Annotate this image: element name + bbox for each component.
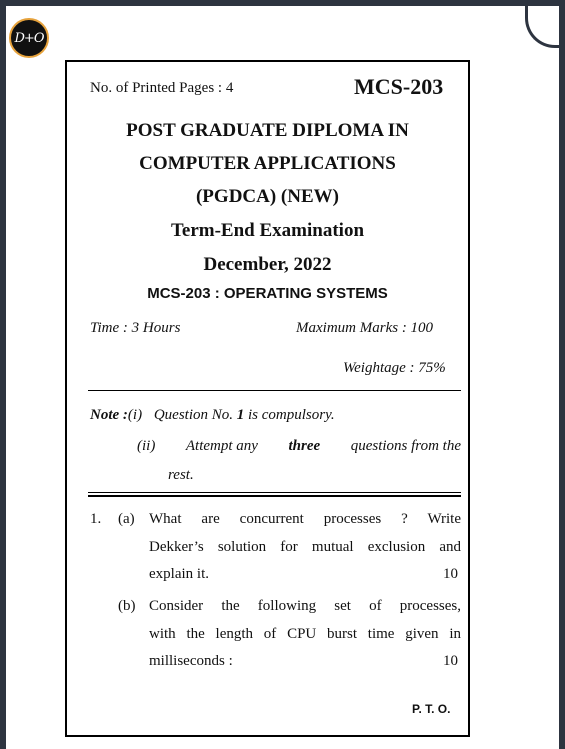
channel-logo: D+O <box>9 18 49 58</box>
exam-title: Term-End Examination <box>170 220 365 241</box>
pto-label: P. T. O. <box>412 702 451 716</box>
corner-decoration <box>525 4 561 48</box>
maximum-marks: Maximum Marks : 100 <box>296 320 434 336</box>
double-rule-bottom <box>88 495 461 497</box>
double-rule-top <box>88 492 461 493</box>
note-label: Note : <box>90 407 128 423</box>
exam-date: December, 2022 <box>203 254 332 275</box>
note-line-ii-cont: rest. <box>168 467 194 483</box>
question-1b-line1: Consider the following set of processes, <box>149 598 461 614</box>
question-1a-line1: What are concurrent processes ? Write <box>149 511 461 527</box>
question-1b-line2: with the length of CPU burst time given in <box>149 626 461 642</box>
programme-title-line1: POST GRADUATE DIPLOMA IN <box>126 120 409 141</box>
course-code: MCS-203 <box>354 74 444 99</box>
note-line-ii: (ii) Attempt any three questions from the <box>137 438 461 454</box>
programme-title-line3: (PGDCA) (NEW) <box>195 186 339 207</box>
programme-title-line2: COMPUTER APPLICATIONS <box>139 153 396 174</box>
question-1b-marks: 10 <box>443 653 458 669</box>
question-1a-marks: 10 <box>443 566 458 582</box>
question-1a-line2: Dekker’s solution for mutual exclusion and <box>149 539 461 555</box>
question-1a-line3: explain it. <box>149 566 209 582</box>
note-line-i: Note :(i) Question No. 1 is compulsory. <box>90 407 335 423</box>
question-1b-number: (b) <box>118 598 136 614</box>
question-1-number: 1. <box>90 511 102 527</box>
question-1b-line3: milliseconds : <box>149 653 233 669</box>
divider-line <box>88 390 461 391</box>
weightage: Weightage : 75% <box>343 360 446 376</box>
time-allowed: Time : 3 Hours <box>90 320 181 336</box>
printed-pages-count: No. of Printed Pages : 4 <box>90 80 234 96</box>
question-1a-number: (a) <box>118 511 135 527</box>
subject-title: MCS-203 : OPERATING SYSTEMS <box>147 285 388 302</box>
